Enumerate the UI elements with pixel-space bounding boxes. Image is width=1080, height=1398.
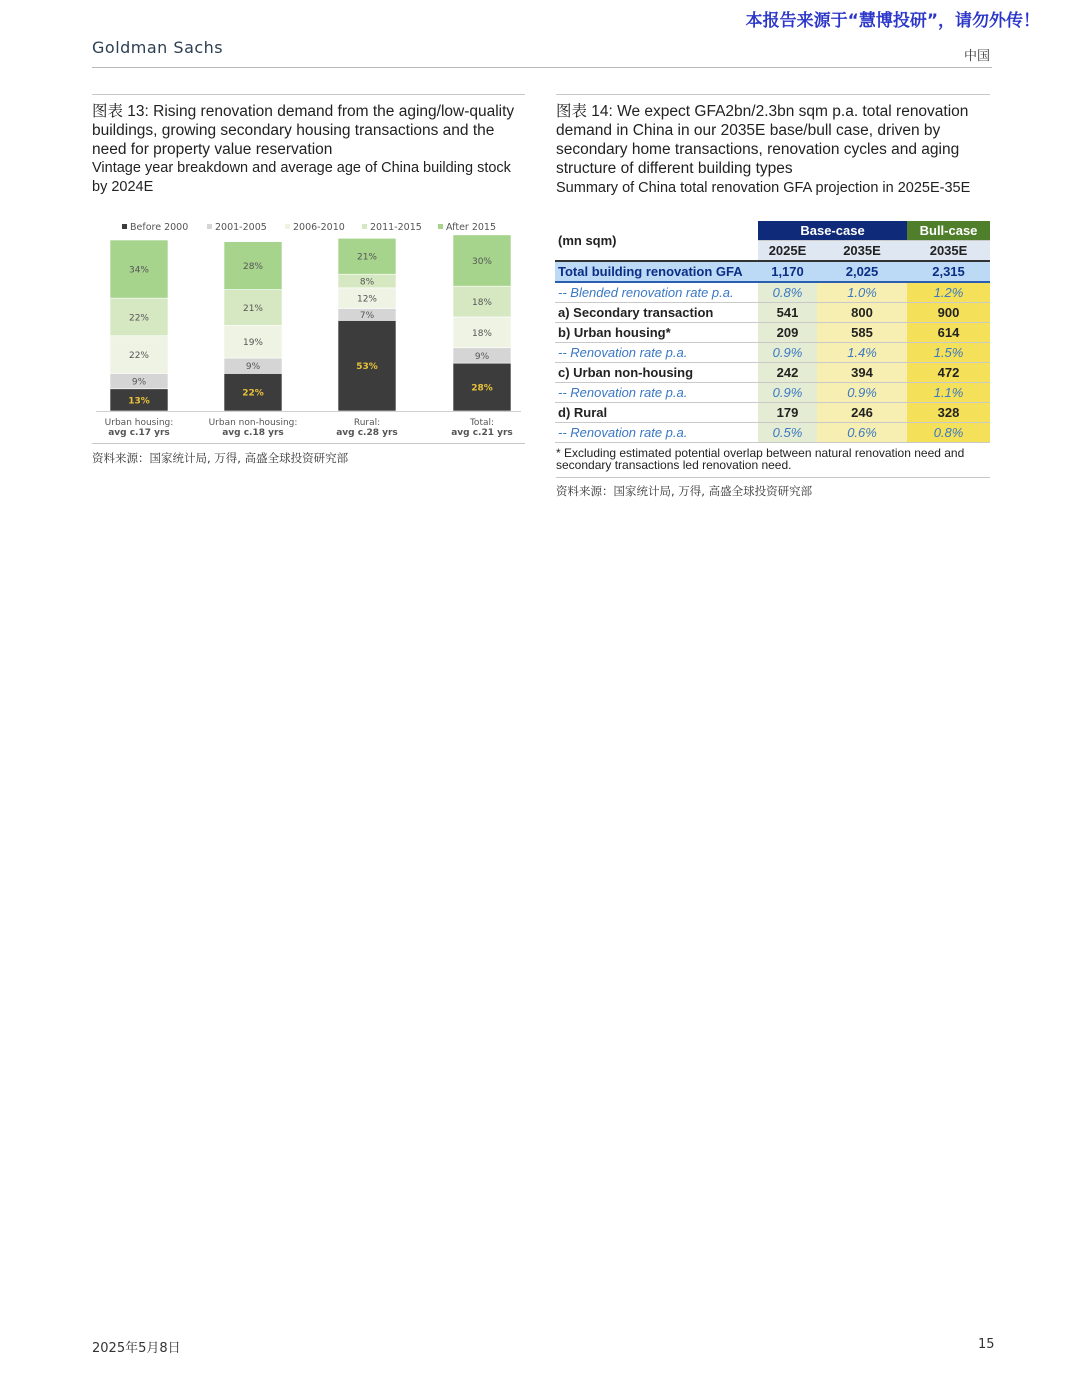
category-label: Rural: — [353, 418, 381, 428]
data-label: 22% — [242, 388, 264, 399]
footer-date: 2025年5月8日 — [92, 1341, 181, 1356]
data-label: 28% — [242, 262, 264, 273]
row-label: -- Renovation rate p.a. — [555, 343, 758, 363]
exhibit13-title: 图表 13: Rising renovation demand from the aging/low-quality buildings, growing secondary housing transactions and the need for property value reservation — [92, 103, 515, 158]
data-label: 21% — [356, 252, 378, 263]
row-value: 0.8% — [758, 282, 817, 303]
legend-label: After 2015 — [446, 222, 497, 233]
category-label: Urban non-housing: — [208, 418, 298, 428]
data-label: 28% — [471, 383, 493, 394]
exhibit14-top-rule — [556, 94, 990, 95]
data-label: 18% — [471, 328, 493, 339]
row-value: 1.5% — [907, 343, 990, 363]
watermark-banner: 本报告来源于“慧博投研”，请勿外传！ — [745, 11, 1040, 31]
table-footnote: * Excluding estimated potential overlap between natural renovation need and secondary transactions led renovation need. — [556, 446, 965, 472]
row-label: d) Rural — [555, 403, 758, 423]
base-case-header: Base-case — [758, 221, 907, 241]
data-label: 8% — [359, 277, 375, 288]
data-label: 22% — [128, 351, 150, 362]
year-header: 2035E — [907, 241, 990, 262]
row-value: 0.5% — [758, 423, 817, 443]
data-label: 9% — [245, 362, 261, 373]
row-value: 1.1% — [907, 383, 990, 403]
row-value: 394 — [817, 363, 907, 383]
legend-label: 2011-2015 — [370, 222, 422, 233]
row-value: 472 — [907, 363, 990, 383]
row-label: Total building renovation GFA — [555, 261, 758, 282]
row-value: 0.9% — [758, 343, 817, 363]
renovation-gfa-table — [555, 221, 990, 443]
category-label: avg c.21 yrs — [451, 428, 513, 438]
exhibit14-bottom-rule — [556, 477, 990, 478]
exhibit14-title: 图表 14: We expect GFA2bn/2.3bn sqm p.a. total renovation demand in China in our 2035E base/bull case, driven by secondary home transactions, renovation cycles and aging structure of different building types — [556, 103, 969, 177]
exhibit13-bottom-rule — [92, 443, 525, 444]
data-label: 19% — [242, 338, 264, 349]
row-value: 246 — [817, 403, 907, 423]
data-label: 30% — [471, 257, 493, 268]
row-value: 1.4% — [817, 343, 907, 363]
row-value: 541 — [758, 303, 817, 323]
region-label: 中国 — [963, 49, 990, 64]
legend-swatch — [122, 224, 127, 229]
bull-case-header: Bull-case — [907, 221, 990, 241]
legend-label: 2006-2010 — [293, 222, 345, 233]
table-row — [555, 261, 990, 282]
unit-label: (mn sqm) — [555, 221, 758, 261]
table-row — [555, 343, 990, 363]
row-value: 0.9% — [817, 383, 907, 403]
row-label: -- Renovation rate p.a. — [555, 383, 758, 403]
row-label: a) Secondary transaction — [555, 303, 758, 323]
row-value: 1.2% — [907, 282, 990, 303]
exhibit14-subtitle: Summary of China total renovation GFA projection in 2025E-35E — [556, 180, 971, 196]
vintage-stacked-bar-chart — [92, 214, 525, 442]
legend-label: Before 2000 — [130, 222, 189, 233]
legend-swatch — [207, 224, 212, 229]
table-row — [555, 423, 990, 443]
data-label: 12% — [356, 294, 378, 305]
data-label: 9% — [131, 377, 147, 388]
category-label: avg c.18 yrs — [222, 428, 284, 438]
table-row — [555, 363, 990, 383]
row-value: 2,315 — [907, 261, 990, 282]
data-label: 9% — [474, 351, 490, 362]
data-label: 22% — [128, 313, 150, 324]
row-label: c) Urban non-housing — [555, 363, 758, 383]
legend-swatch — [438, 224, 443, 229]
exhibit13-top-rule — [92, 94, 525, 95]
row-value: 900 — [907, 303, 990, 323]
page-number: 15 — [978, 1337, 995, 1352]
row-value: 2,025 — [817, 261, 907, 282]
row-value: 0.6% — [817, 423, 907, 443]
data-label: 7% — [359, 310, 375, 321]
row-label: -- Blended renovation rate p.a. — [555, 282, 758, 303]
data-label: 18% — [471, 298, 493, 309]
row-value: 800 — [817, 303, 907, 323]
row-value: 0.8% — [907, 423, 990, 443]
data-label: 21% — [242, 304, 264, 315]
year-header: 2035E — [817, 241, 907, 262]
header-divider — [92, 67, 992, 68]
table-row — [555, 323, 990, 343]
row-value: 328 — [907, 403, 990, 423]
row-value: 179 — [758, 403, 817, 423]
year-header: 2025E — [758, 241, 817, 262]
exhibit13-source: 资料来源：国家统计局, 万得, 高盛全球投资研究部 — [92, 451, 349, 465]
exhibit14-source: 资料来源：国家统计局, 万得, 高盛全球投资研究部 — [556, 484, 813, 498]
row-value: 1.0% — [817, 282, 907, 303]
category-label: Total: — [469, 418, 495, 428]
category-label: avg c.28 yrs — [336, 428, 398, 438]
table-row — [555, 383, 990, 403]
data-label: 53% — [356, 362, 378, 373]
renovation-gfa-table-wrap — [555, 221, 990, 443]
row-value: 1,170 — [758, 261, 817, 282]
row-value: 614 — [907, 323, 990, 343]
category-label: avg c.17 yrs — [108, 428, 170, 438]
data-label: 13% — [128, 396, 150, 407]
row-value: 242 — [758, 363, 817, 383]
row-label: -- Renovation rate p.a. — [555, 423, 758, 443]
table-row — [555, 303, 990, 323]
brand-name: Goldman Sachs — [92, 38, 224, 57]
row-value: 209 — [758, 323, 817, 343]
table-row — [555, 403, 990, 423]
chart-canvas — [92, 214, 525, 442]
row-value: 585 — [817, 323, 907, 343]
row-value: 0.9% — [758, 383, 817, 403]
legend-label: 2001-2005 — [215, 222, 267, 233]
data-label: 34% — [128, 265, 150, 276]
table-row — [555, 282, 990, 303]
category-label: Urban housing: — [104, 418, 174, 428]
row-label: b) Urban housing* — [555, 323, 758, 343]
legend-swatch — [285, 224, 290, 229]
legend-swatch — [362, 224, 367, 229]
exhibit13-subtitle: Vintage year breakdown and average age of China building stock by 2024E — [92, 160, 511, 195]
